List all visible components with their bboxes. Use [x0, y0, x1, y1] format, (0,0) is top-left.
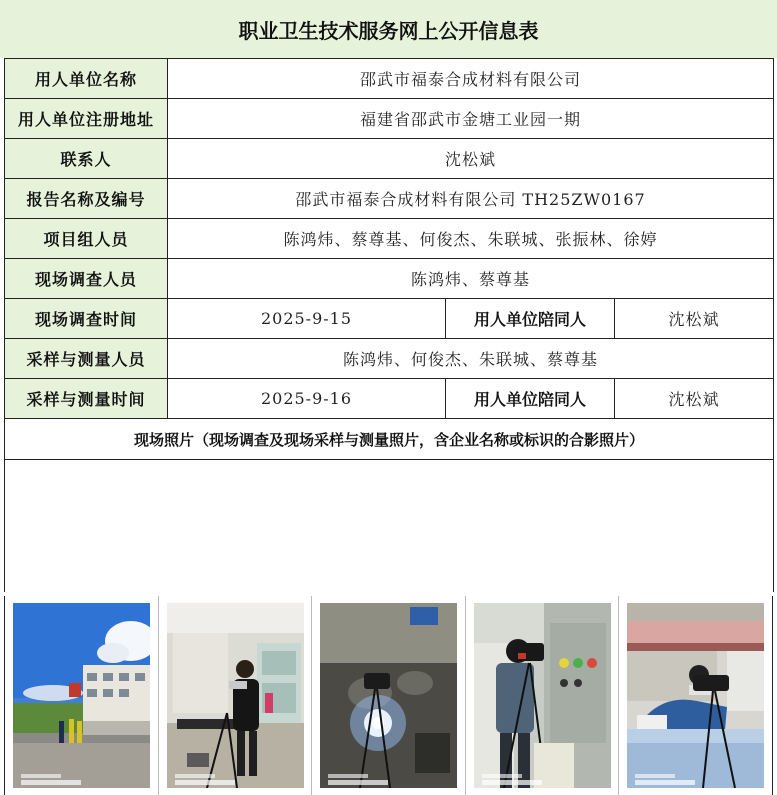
- photo-strip: [4, 596, 773, 795]
- photo-cell: [158, 596, 312, 795]
- contact-value: 沈松斌: [168, 139, 774, 179]
- site-photo-panel[interactable]: [474, 603, 611, 788]
- sampling-staff-value: 陈鸿炜、何俊杰、朱联城、蔡尊基: [168, 339, 774, 379]
- row-company-name: [5, 59, 774, 99]
- survey-staff-label: 现场调查人员: [5, 259, 168, 299]
- row-team: [5, 219, 774, 259]
- sampling-time-value: 2025-9-16: [168, 379, 446, 419]
- survey-time-value: 2025-9-15: [168, 299, 446, 339]
- row-address: [5, 99, 774, 139]
- sampling-escort-value: 沈松斌: [615, 379, 774, 419]
- address-value: 福建省邵武市金塘工业园一期: [168, 99, 774, 139]
- report-value: 邵武市福泰合成材料有限公司 TH25ZW0167: [168, 179, 774, 219]
- sampling-escort-label: 用人单位陪同人: [446, 379, 615, 419]
- report-label: 报告名称及编号: [5, 179, 168, 219]
- site-photo-lab[interactable]: [167, 603, 304, 788]
- row-report: [5, 179, 774, 219]
- row-photos-caption: [5, 419, 774, 460]
- photo-cell: [311, 596, 465, 795]
- row-survey-time: [5, 299, 774, 339]
- company-name-label: 用人单位名称: [5, 59, 168, 99]
- site-photo-building[interactable]: [13, 603, 150, 788]
- team-value: 陈鸿炜、蔡尊基、何俊杰、朱联城、张振林、徐婷: [168, 219, 774, 259]
- survey-staff-value: 陈鸿炜、蔡尊基: [168, 259, 774, 299]
- info-table: [4, 58, 774, 592]
- photo-cell: [618, 596, 772, 795]
- survey-time-label: 现场调查时间: [5, 299, 168, 339]
- survey-escort-value: 沈松斌: [615, 299, 774, 339]
- contact-label: 联系人: [5, 139, 168, 179]
- photo-cell: [465, 596, 619, 795]
- survey-escort-label: 用人单位陪同人: [446, 299, 615, 339]
- photos-blank-area: [5, 460, 774, 593]
- photo-cell: [5, 596, 158, 795]
- row-survey-staff: [5, 259, 774, 299]
- team-label: 项目组人员: [5, 219, 168, 259]
- row-photos-blank: [5, 460, 774, 593]
- sampling-time-label: 采样与测量时间: [5, 379, 168, 419]
- photos-caption: 现场照片（现场调查及现场采样与测量照片，含企业名称或标识的合影照片）: [5, 419, 774, 460]
- page-title: 职业卫生技术服务网上公开信息表: [0, 0, 777, 58]
- company-name-value: 邵武市福泰合成材料有限公司: [168, 59, 774, 99]
- row-sampling-time: [5, 379, 774, 419]
- site-photo-welding[interactable]: [320, 603, 457, 788]
- sampling-staff-label: 采样与测量人员: [5, 339, 168, 379]
- row-contact: [5, 139, 774, 179]
- row-sampling-staff: [5, 339, 774, 379]
- site-photo-pipeline[interactable]: [627, 603, 764, 788]
- address-label: 用人单位注册地址: [5, 99, 168, 139]
